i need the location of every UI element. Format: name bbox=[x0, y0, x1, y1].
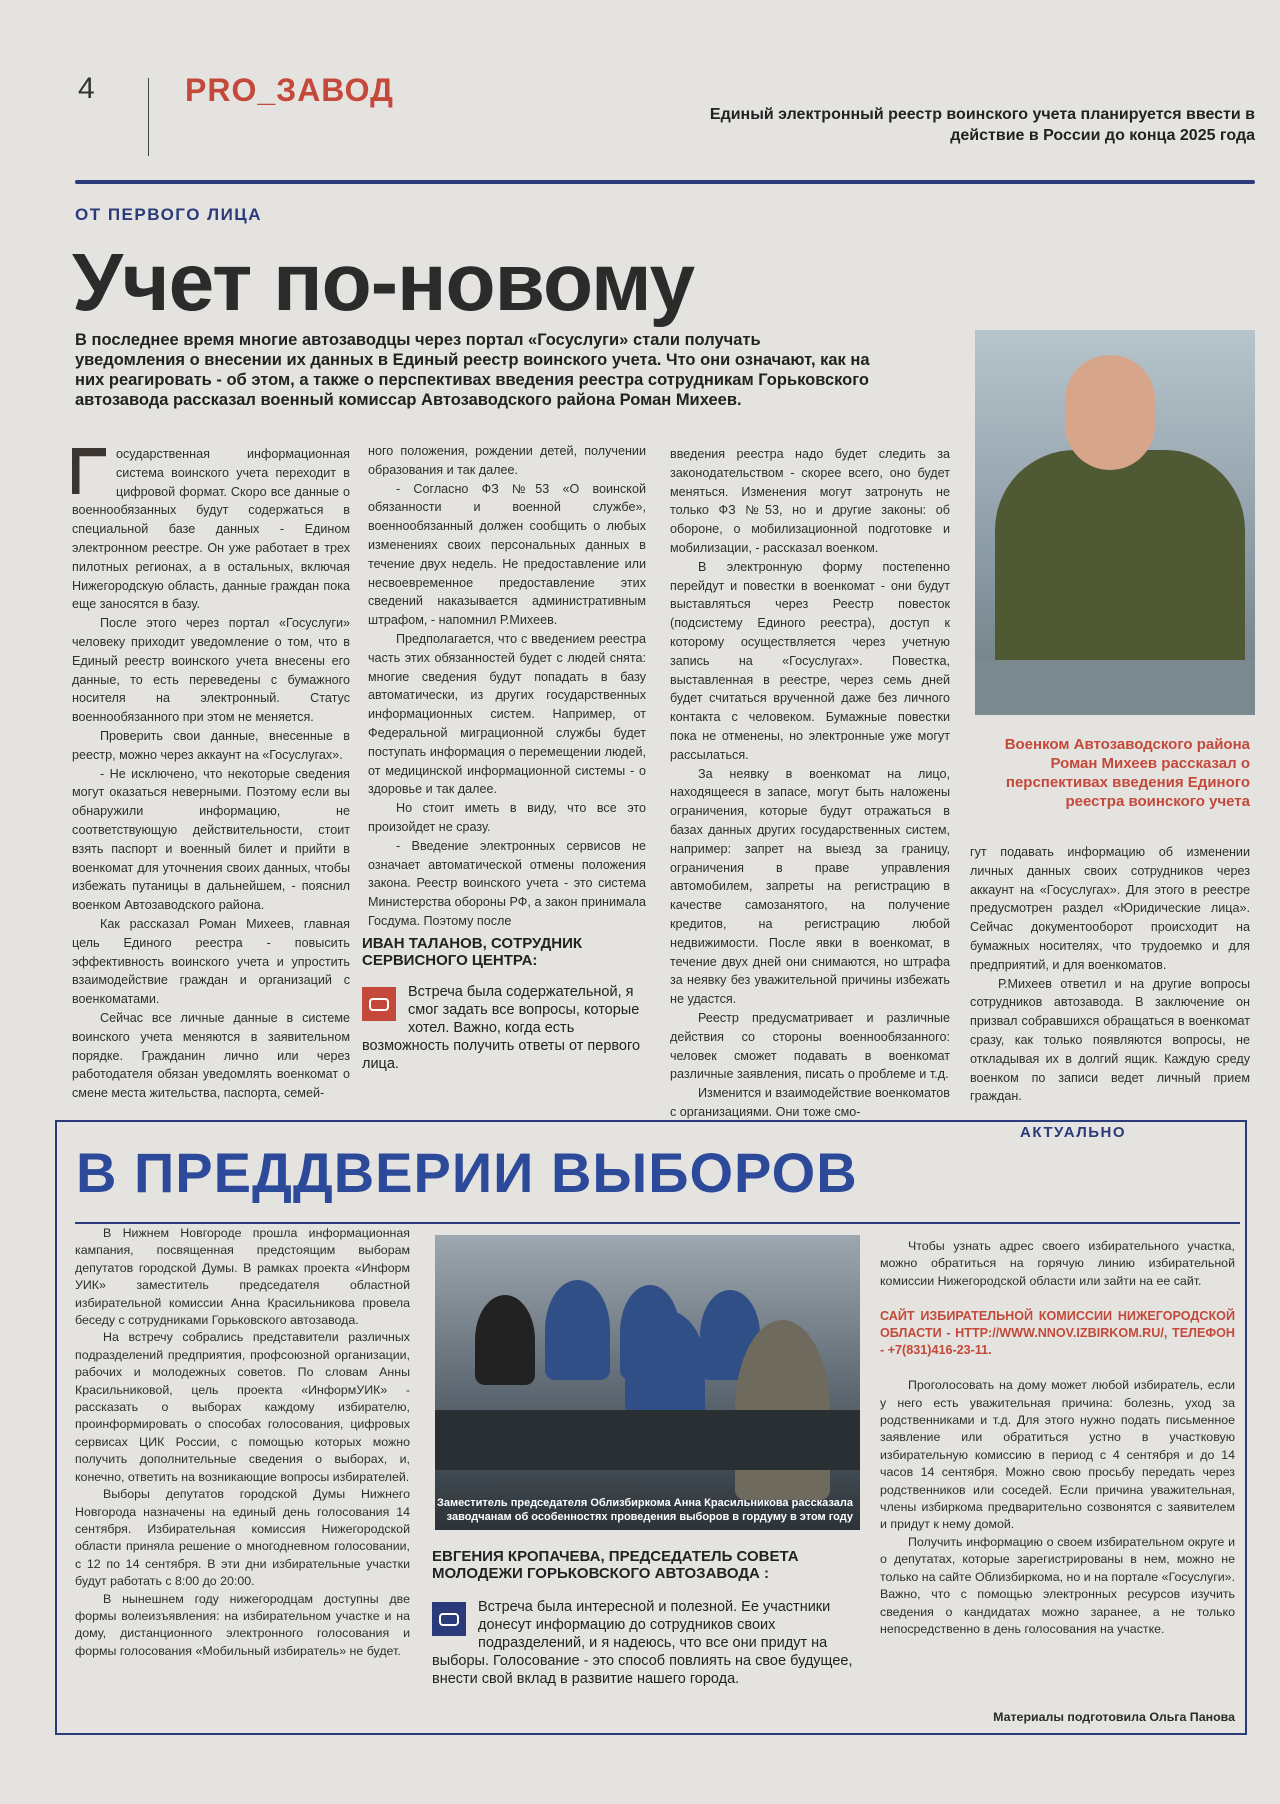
paragraph: гут подавать информацию об изменении личных данных своих сотрудников через аккаунт на «Госуслугах». Для этого в реестре предусмотрен раздел «Юридические лица». Сейчас документооборот происходит на бумажных носителях, что трудоемко и для предприятий, и для военкоматов. bbox=[970, 845, 1250, 972]
paragraph: осударственная информационная система воинского учета переходит в цифровой формат. Скоро все данные о военнообязанных будут содержаться в специальной базе данных - Едином электронном реестре. Он уже работает в трех пилотных регионах, а в остальных, включая Нижегородскую область, данные граждан пока еще заносятся в базу. bbox=[72, 447, 350, 612]
paragraph: ного положения, рождении детей, получении образования и так далее. bbox=[368, 444, 646, 477]
paragraph: Как рассказал Роман Михеев, главная цель Единого реестра - повысить эффективность воинского учета и упростить взаимодействие граждан и организаций с военкоматами. bbox=[72, 916, 350, 1007]
photo-caption: Заместитель председателя Облизбиркома Анна Красильникова рассказала заводчанам об особенностях проведения выборов в гордуму в этом году bbox=[437, 1497, 853, 1523]
article-column-3 bbox=[670, 445, 950, 1122]
rubric-title: PRO_ЗАВОД bbox=[185, 72, 394, 108]
quote-block bbox=[432, 1548, 862, 1688]
article-lead: В последнее время многие автозаводцы через портал «Госуслуги» стали получать уведомления о внесении их данных в Единый реестр воинского учета. Что они означают, как на них реагировать - об этом, а также о перспективах введения реестра сотрудникам Горьковского автозавода рассказал военный комиссар Автозаводского района Роман Михеев. bbox=[75, 331, 870, 409]
paragraph: Получить информацию о своем избирательном округе и о депутатах, которые зарегистрированы в нем, можно не только на сайте Облизбиркома, но и на портале «Госуслуги». Важно, что с помощью электронных ресурсов изучить сведения о кандидатах можно заранее, а не только непосредственно в день голосования на участке. bbox=[880, 1534, 1235, 1636]
paragraph: В Нижнем Новгороде прошла информационная кампания, посвященная предстоящим выборам депутатов городской Думы. В рамках проекта «Информ УИК» заместитель председателя областной избирательной комиссии Анна Красильникова провела беседу с сотрудниками Горьковского автозавода. bbox=[75, 1226, 410, 1328]
quote-block bbox=[362, 935, 652, 1073]
author-credit: Материалы подготовила Ольга Панова bbox=[993, 1710, 1235, 1724]
paragraph: Проголосовать на дому может любой избиратель, если у него есть уважительная причина: болезнь, уход за родственниками и т.д. Для этого нужно подать письменное заявление или обратиться устно в участковую избирательную комиссию в период с 4 сентября и до 14 часов 14 сентября. Можно свою просьбу передать через родственников или соседей. Если причина уважительная, члены избиркома предварительно созвонятся с заявителем и придут к нему домой. bbox=[880, 1378, 1235, 1532]
meeting-photo bbox=[435, 1235, 860, 1530]
speech-bubble-icon bbox=[432, 1602, 466, 1636]
paragraph: Чтобы узнать адрес своего избирательного участка, можно обратиться на горячую линию избирательной комиссии Нижегородской области или зайти на ее сайт. bbox=[880, 1239, 1235, 1288]
quote-author: ИВАН ТАЛАНОВ, СОТРУДНИК СЕРВИСНОГО ЦЕНТРА: bbox=[362, 935, 583, 969]
article-title: Учет по-новому bbox=[72, 237, 695, 328]
paragraph: Выборы депутатов городской Думы Нижнего Новгорода назначены на единый день голосования 14 сентября. Избирательная комиссия Нижегородской области приняла решение о многодневном голосовании, с 12 по 14 сентября. В эти дни избирательные участки будут работать с 8:00 до 20:00. bbox=[75, 1487, 410, 1589]
title-rule bbox=[75, 1222, 1240, 1224]
paragraph: - Не исключено, что некоторые сведения могут оказаться неверными. Поэтому если вы обнаружили информацию, не соответствующую действительности, стоит взять паспорт и военный билет и прийти в военкомат для уточнения своих данных, чтобы избежать путаницы в дальнейшем, - пояснил военком Автозаводского района. bbox=[72, 766, 350, 913]
paragraph: Изменится и взаимодействие военкоматов с организациями. Они тоже смо- bbox=[670, 1086, 950, 1119]
paragraph: Р.Михеев ответил и на другие вопросы сотрудников автозавода. В заключение он призвал собравшихся обращаться в военкомат сразу, как только появляются вопросы, не откладывая их в долгий ящик. Каждую среду военком по записи ведет личный прием граждан. bbox=[970, 976, 1250, 1104]
paragraph: - Введение электронных сервисов не означает автоматической отмены положения закона. Реестр воинского учета - это система Министерства обороны РФ, а закон принимала Госдума. Поэтому после bbox=[368, 838, 646, 928]
elections-title: В ПРЕДДВЕРИИ ВЫБОРОВ bbox=[76, 1141, 858, 1204]
paragraph: Сейчас все личные данные в системе воинского учета меняются в заявительном порядке. Гражданин лично или через работодателя обязан уведомлять военкомат о смене места жительства, паспорта, семей- bbox=[72, 1010, 350, 1101]
page-number: 4 bbox=[78, 72, 95, 105]
drop-cap bbox=[72, 448, 106, 494]
header-rule bbox=[75, 180, 1255, 184]
quote-text: Встреча была содержательной, я смог задать все вопросы, которые хотел. Важно, когда есть возможность получить ответы от первого лица. bbox=[362, 984, 641, 1072]
paragraph: На встречу собрались представители различных подразделений предприятия, профсоюзной организации, рабочих и молодежных советов. По словам Анны Красильниковой, цель проекта «ИнформУИК» - рассказать о выборах каждому избирателю, проинформировать о способах голосования, цифровых сервисах ЦИК России, с помощью которых можно получить дополнительные сведения о выборах, и, конечно, ответить на возникающие вопросы избирателей. bbox=[75, 1330, 410, 1484]
paragraph: Но стоит иметь в виду, что все это произойдет не сразу. bbox=[368, 801, 646, 834]
header-teaser: Единый электронный реестр воинского учета планируется ввести в действие в России до конца 2025 года bbox=[709, 106, 1255, 144]
contact-info: САЙТ ИЗБИРАТЕЛЬНОЙ КОМИССИИ НИЖЕГОРОДСКОЙ ОБЛАСТИ - HTTP://WWW.NNOV.IZBIRKOM.RU/, ТЕЛЕФОН - +7(831)416-23-11. bbox=[880, 1309, 1235, 1358]
speech-bubble-icon bbox=[362, 987, 396, 1021]
paragraph: После этого через портал «Госуслуги» человеку приходит уведомление о том, что в Единый реестр воинского учета внесены его данные, то есть переведены с бумажного носителя на электронный. Статус военнообязанного при этом не меняется. bbox=[72, 616, 350, 725]
commissar-photo bbox=[975, 330, 1255, 715]
quote-author: ЕВГЕНИЯ КРОПАЧЕВА, ПРЕДСЕДАТЕЛЬ СОВЕТА МОЛОДЕЖИ ГОРЬКОВСКОГО АВТОЗАВОДА : bbox=[432, 1548, 799, 1582]
article-column-4 bbox=[970, 843, 1250, 1106]
quote-text: Встреча была интересной и полезной. Ее участники донесут информацию до сотрудников своих подразделений, и я надеюсь, что все они придут на выборы. Голосование - это способ повлиять на свое будущее, внести свой вклад в развитие нашего города. bbox=[432, 1599, 853, 1687]
header-divider bbox=[148, 78, 149, 156]
photo-caption: Военком Автозаводского района Роман Михеев рассказал о перспективах введения Единого реестра воинского учета bbox=[1004, 736, 1250, 810]
elections-column-1 bbox=[75, 1225, 410, 1660]
article-column-2 bbox=[368, 442, 646, 931]
paragraph: введения реестра надо будет следить за законодательством - скорее всего, оно будет меняться. Изменения могут затронуть не только ФЗ №53, но и другие законы: об обороне, о мобилизационной подготовке и мобилизации, - рассказал военком. bbox=[670, 447, 950, 555]
paragraph: В нынешнем году нижегородцам доступны две формы волеизъявления: на избирательном участке и на дому, дистанционного электронного голосования и формы голосования «Мобильный избиратель» не будет. bbox=[75, 1591, 410, 1658]
paragraph: - Согласно ФЗ №53 «О воинской обязанности и военной службе», военнообязанный должен сообщить о любых изменениях своих персональных данных в течение двух недель. Не предоставление или несвоевременное предоставление этих сведений наказывается административным штрафом, - напомнил Р.Михеев. bbox=[368, 481, 646, 628]
section-kicker: ОТ ПЕРВОГО ЛИЦА bbox=[75, 205, 263, 224]
paragraph: Проверить свои данные, внесенные в реестр, можно через аккаунт на «Госуслугах». bbox=[72, 728, 350, 762]
section-label: АКТУАЛЬНО bbox=[1010, 1124, 1136, 1141]
elections-column-3 bbox=[880, 1238, 1235, 1638]
paragraph: Предполагается, что с введением реестра часть этих обязанностей будет с людей снята: многие сведения будут попадать в базу автоматически, из других государственных информационных систем. Например, от Федеральной миграционной службы будет поступать информация о перемещении людей, от медицинской информационной системы - о здоровье и так далее. bbox=[368, 631, 646, 797]
article-column-1 bbox=[72, 445, 350, 1103]
paragraph: За неявку в военкомат на лицо, находящееся в запасе, могут быть наложены ограничения, которые будут отражаться в базах данных других государственных систем, например: запрет на выезд за границу, ограничения в праве управления автомобилем, запреты на регистрацию в качестве самозанятого, на получение кредитов, на регистрацию любой недвижимости. После явки в военкомат, в течение двух дней они снимаются, но штрафа за неявку без уважительной причины избежать не удастся. bbox=[670, 766, 950, 1007]
paragraph: Реестр предусматривает и различные действия со стороны военнообязанного: человек сможет подавать в военкомат различные заявления, писать о проблеме и т.д. bbox=[670, 1010, 950, 1082]
paragraph: В электронную форму постепенно перейдут и повестки в военкомат - они будут выставляться через Реестр повесток (подсистему Единого реестра), доступ к которому осуществляется через учетную запись на «Госуслугах». Повестка, выставленная в реестре, через семь дней будет считаться врученной даже без личного контакта с человеком. Бумажные повестки пока не отменены, но электронные уже могут рассылаться. bbox=[670, 559, 950, 762]
